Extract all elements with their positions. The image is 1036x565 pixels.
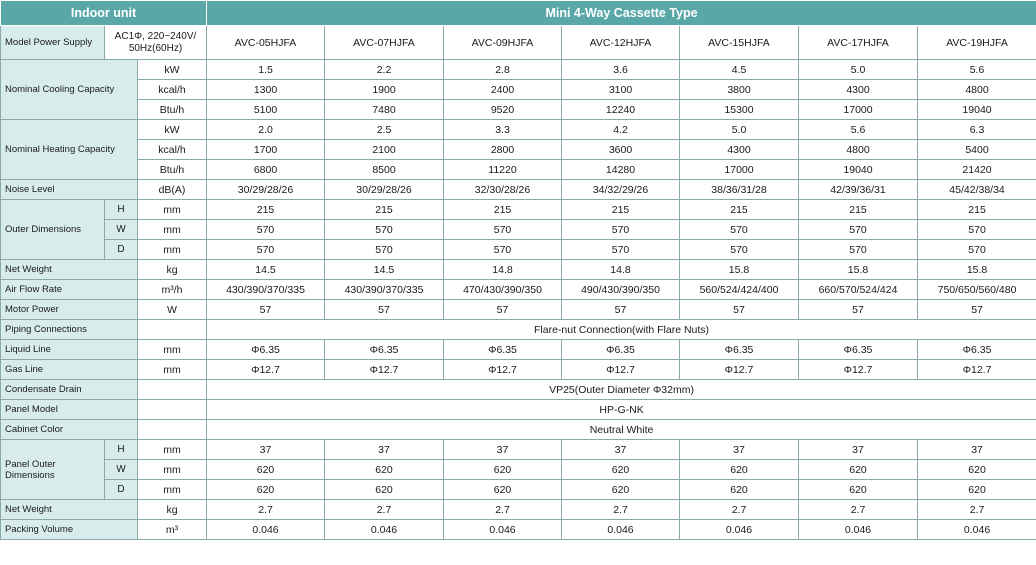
value-cell: 620: [444, 460, 562, 480]
value-cell: 570: [799, 240, 918, 260]
value-cell: 4300: [799, 80, 918, 100]
value-cell: 0.046: [918, 520, 1036, 540]
unit-cell: W: [138, 300, 207, 320]
panel-model-label: Panel Model: [1, 400, 138, 420]
value-cell: 620: [562, 460, 680, 480]
value-cell: 470/430/390/350: [444, 280, 562, 300]
condensate-drain-label: Condensate Drain: [1, 380, 138, 400]
value-cell: 15.8: [799, 260, 918, 280]
table-row: [1, 420, 1036, 440]
value-cell: 14.5: [325, 260, 444, 280]
empty-unit-cell: [138, 320, 207, 340]
header-indoor-unit: Indoor unit: [1, 1, 207, 26]
value-cell: 570: [680, 220, 799, 240]
value-cell: 57: [799, 300, 918, 320]
table-row: [1, 120, 1036, 140]
unit-cell: mm: [138, 480, 207, 500]
value-cell: 2100: [325, 140, 444, 160]
value-cell: 0.046: [207, 520, 325, 540]
value-cell: 2.7: [562, 500, 680, 520]
value-cell: 9520: [444, 100, 562, 120]
empty-unit-cell: [138, 400, 207, 420]
unit-cell: kcal/h: [138, 80, 207, 100]
value-cell: 620: [680, 460, 799, 480]
value-cell: 570: [918, 240, 1036, 260]
panel-net-weight-label: Net Weight: [1, 500, 138, 520]
value-cell: 0.046: [799, 520, 918, 540]
value-cell: 215: [799, 200, 918, 220]
value-cell: Φ12.7: [562, 360, 680, 380]
table-row: [1, 180, 1036, 200]
air-flow-rate-label: Air Flow Rate: [1, 280, 138, 300]
dimension-axis: D: [105, 240, 138, 260]
table-row: [1, 140, 1036, 160]
table-row: [1, 500, 1036, 520]
value-cell: 2.7: [918, 500, 1036, 520]
dimension-axis: H: [105, 200, 138, 220]
unit-cell: Btu/h: [138, 160, 207, 180]
noise-level-label: Noise Level: [1, 180, 138, 200]
table-row: [1, 260, 1036, 280]
value-cell: 4800: [918, 80, 1036, 100]
value-cell: 45/42/38/34: [918, 180, 1036, 200]
value-cell: 2.5: [325, 120, 444, 140]
value-cell: 57: [207, 300, 325, 320]
value-cell: 34/32/29/26: [562, 180, 680, 200]
value-cell: Φ12.7: [680, 360, 799, 380]
value-cell: 37: [680, 440, 799, 460]
unit-cell: mm: [138, 440, 207, 460]
unit-cell: mm: [138, 360, 207, 380]
unit-cell: kW: [138, 60, 207, 80]
value-cell: 4.2: [562, 120, 680, 140]
gas-line-label: Gas Line: [1, 360, 138, 380]
model-power-label: Model Power Supply: [1, 26, 105, 60]
value-cell: 15.8: [918, 260, 1036, 280]
dimension-axis: W: [105, 220, 138, 240]
unit-cell: kg: [138, 500, 207, 520]
value-cell: 37: [918, 440, 1036, 460]
value-cell: 6800: [207, 160, 325, 180]
value-cell: 570: [918, 220, 1036, 240]
value-cell: 57: [562, 300, 680, 320]
value-cell: 620: [799, 480, 918, 500]
value-cell: 2.7: [799, 500, 918, 520]
value-cell: Φ6.35: [918, 340, 1036, 360]
value-cell: 215: [680, 200, 799, 220]
value-cell: 2.0: [207, 120, 325, 140]
value-cell: 19040: [918, 100, 1036, 120]
dimension-axis: H: [105, 440, 138, 460]
table-row: [1, 240, 1036, 260]
model-name: AVC-09HJFA: [444, 26, 562, 60]
model-name: AVC-17HJFA: [799, 26, 918, 60]
value-cell: 12240: [562, 100, 680, 120]
table-row: [1, 340, 1036, 360]
value-cell: 215: [562, 200, 680, 220]
value-cell: 7480: [325, 100, 444, 120]
value-cell: 620: [680, 480, 799, 500]
value-cell: 2400: [444, 80, 562, 100]
motor-power-label: Motor Power: [1, 300, 138, 320]
value-cell: 660/570/524/424: [799, 280, 918, 300]
value-cell: 570: [325, 240, 444, 260]
value-cell: Φ12.7: [207, 360, 325, 380]
value-cell: 3600: [562, 140, 680, 160]
value-cell: 11220: [444, 160, 562, 180]
value-cell: Φ6.35: [562, 340, 680, 360]
unit-cell: kcal/h: [138, 140, 207, 160]
table-row: [1, 300, 1036, 320]
value-cell: 5.6: [918, 60, 1036, 80]
model-name: AVC-05HJFA: [207, 26, 325, 60]
table-row: [1, 280, 1036, 300]
value-cell: 570: [207, 240, 325, 260]
value-cell: 3.6: [562, 60, 680, 80]
unit-cell: m³: [138, 520, 207, 540]
table-row: [1, 480, 1036, 500]
table-row: [1, 1, 1036, 26]
value-cell: 2.8: [444, 60, 562, 80]
value-cell: 570: [562, 240, 680, 260]
packing-volume-label: Packing Volume: [1, 520, 138, 540]
unit-cell: Btu/h: [138, 100, 207, 120]
value-cell: Φ12.7: [325, 360, 444, 380]
unit-cell: dB(A): [138, 180, 207, 200]
cabinet-color-value: Neutral White: [207, 420, 1036, 440]
value-cell: 215: [207, 200, 325, 220]
table-row: [1, 26, 1036, 60]
value-cell: 17000: [799, 100, 918, 120]
value-cell: 57: [444, 300, 562, 320]
table-row: [1, 520, 1036, 540]
value-cell: 37: [325, 440, 444, 460]
nominal-cooling-label: Nominal Cooling Capacity: [1, 60, 138, 120]
value-cell: 2.7: [680, 500, 799, 520]
unit-cell: kW: [138, 120, 207, 140]
value-cell: 0.046: [325, 520, 444, 540]
value-cell: 4.5: [680, 60, 799, 80]
value-cell: 215: [918, 200, 1036, 220]
value-cell: 57: [918, 300, 1036, 320]
value-cell: Φ6.35: [325, 340, 444, 360]
value-cell: 37: [799, 440, 918, 460]
value-cell: 14.8: [562, 260, 680, 280]
value-cell: 14280: [562, 160, 680, 180]
value-cell: Φ6.35: [444, 340, 562, 360]
value-cell: 570: [444, 220, 562, 240]
value-cell: 620: [325, 480, 444, 500]
value-cell: 620: [918, 460, 1036, 480]
value-cell: 37: [444, 440, 562, 460]
value-cell: 620: [799, 460, 918, 480]
value-cell: 620: [562, 480, 680, 500]
unit-cell: mm: [138, 240, 207, 260]
value-cell: 2.7: [325, 500, 444, 520]
value-cell: 620: [918, 480, 1036, 500]
outer-dimensions-label: Outer Dimensions: [1, 200, 105, 260]
unit-cell: m³/h: [138, 280, 207, 300]
unit-cell: mm: [138, 220, 207, 240]
value-cell: 19040: [799, 160, 918, 180]
value-cell: 1700: [207, 140, 325, 160]
value-cell: 570: [799, 220, 918, 240]
value-cell: 620: [444, 480, 562, 500]
value-cell: 430/390/370/335: [325, 280, 444, 300]
table-row: [1, 460, 1036, 480]
piping-connections-value: Flare-nut Connection(with Flare Nuts): [207, 320, 1036, 340]
value-cell: 570: [325, 220, 444, 240]
value-cell: 2.7: [207, 500, 325, 520]
value-cell: 3.3: [444, 120, 562, 140]
value-cell: 3800: [680, 80, 799, 100]
unit-cell: mm: [138, 340, 207, 360]
value-cell: 430/390/370/335: [207, 280, 325, 300]
value-cell: 1.5: [207, 60, 325, 80]
model-name: AVC-15HJFA: [680, 26, 799, 60]
value-cell: 215: [444, 200, 562, 220]
value-cell: 8500: [325, 160, 444, 180]
value-cell: 21420: [918, 160, 1036, 180]
value-cell: 490/430/390/350: [562, 280, 680, 300]
value-cell: 4300: [680, 140, 799, 160]
value-cell: 15.8: [680, 260, 799, 280]
table-row: [1, 80, 1036, 100]
value-cell: 570: [444, 240, 562, 260]
unit-cell: mm: [138, 460, 207, 480]
value-cell: 14.5: [207, 260, 325, 280]
value-cell: 3100: [562, 80, 680, 100]
dimension-axis: W: [105, 460, 138, 480]
value-cell: Φ6.35: [207, 340, 325, 360]
value-cell: 620: [325, 460, 444, 480]
value-cell: 5400: [918, 140, 1036, 160]
value-cell: 2.7: [444, 500, 562, 520]
value-cell: 38/36/31/28: [680, 180, 799, 200]
model-name: AVC-19HJFA: [918, 26, 1036, 60]
value-cell: 570: [680, 240, 799, 260]
value-cell: 1300: [207, 80, 325, 100]
value-cell: Φ12.7: [918, 360, 1036, 380]
empty-unit-cell: [138, 420, 207, 440]
empty-unit-cell: [138, 380, 207, 400]
value-cell: 2.2: [325, 60, 444, 80]
nominal-heating-label: Nominal Heating Capacity: [1, 120, 138, 180]
value-cell: 57: [680, 300, 799, 320]
table-row: [1, 440, 1036, 460]
liquid-line-label: Liquid Line: [1, 340, 138, 360]
table-row: [1, 220, 1036, 240]
value-cell: Φ6.35: [680, 340, 799, 360]
value-cell: 6.3: [918, 120, 1036, 140]
model-name: AVC-07HJFA: [325, 26, 444, 60]
value-cell: 32/30/28/26: [444, 180, 562, 200]
value-cell: Φ12.7: [444, 360, 562, 380]
panel-outer-dimensions-label: Panel Outer Dimensions: [1, 440, 105, 500]
value-cell: 5.6: [799, 120, 918, 140]
table-row: [1, 200, 1036, 220]
value-cell: 0.046: [444, 520, 562, 540]
value-cell: 560/524/424/400: [680, 280, 799, 300]
table-row: [1, 100, 1036, 120]
dimension-axis: D: [105, 480, 138, 500]
condensate-drain-value: VP25(Outer Diameter Φ32mm): [207, 380, 1036, 400]
value-cell: 37: [562, 440, 680, 460]
value-cell: 4800: [799, 140, 918, 160]
value-cell: 15300: [680, 100, 799, 120]
table-row: [1, 380, 1036, 400]
value-cell: 14.8: [444, 260, 562, 280]
cabinet-color-label: Cabinet Color: [1, 420, 138, 440]
value-cell: 57: [325, 300, 444, 320]
model-name: AVC-12HJFA: [562, 26, 680, 60]
value-cell: 620: [207, 480, 325, 500]
value-cell: 0.046: [680, 520, 799, 540]
value-cell: 5.0: [799, 60, 918, 80]
net-weight-label: Net Weight: [1, 260, 138, 280]
table-row: [1, 60, 1036, 80]
table-row: [1, 400, 1036, 420]
unit-cell: kg: [138, 260, 207, 280]
panel-model-value: HP-G-NK: [207, 400, 1036, 420]
piping-connections-label: Piping Connections: [1, 320, 138, 340]
header-type: Mini 4-Way Cassette Type: [207, 1, 1036, 26]
value-cell: 570: [207, 220, 325, 240]
value-cell: 750/650/560/480: [918, 280, 1036, 300]
value-cell: 30/29/28/26: [207, 180, 325, 200]
value-cell: 215: [325, 200, 444, 220]
value-cell: 1900: [325, 80, 444, 100]
value-cell: 42/39/36/31: [799, 180, 918, 200]
table-row: [1, 360, 1036, 380]
power-supply-value: AC1Φ, 220~240V/ 50Hz(60Hz): [105, 26, 207, 60]
value-cell: Φ12.7: [799, 360, 918, 380]
value-cell: 5100: [207, 100, 325, 120]
value-cell: 30/29/28/26: [325, 180, 444, 200]
table-row: [1, 160, 1036, 180]
value-cell: 2800: [444, 140, 562, 160]
value-cell: 620: [207, 460, 325, 480]
value-cell: 17000: [680, 160, 799, 180]
value-cell: Φ6.35: [799, 340, 918, 360]
value-cell: 5.0: [680, 120, 799, 140]
value-cell: 0.046: [562, 520, 680, 540]
value-cell: 570: [562, 220, 680, 240]
unit-cell: mm: [138, 200, 207, 220]
table-row: [1, 320, 1036, 340]
value-cell: 37: [207, 440, 325, 460]
